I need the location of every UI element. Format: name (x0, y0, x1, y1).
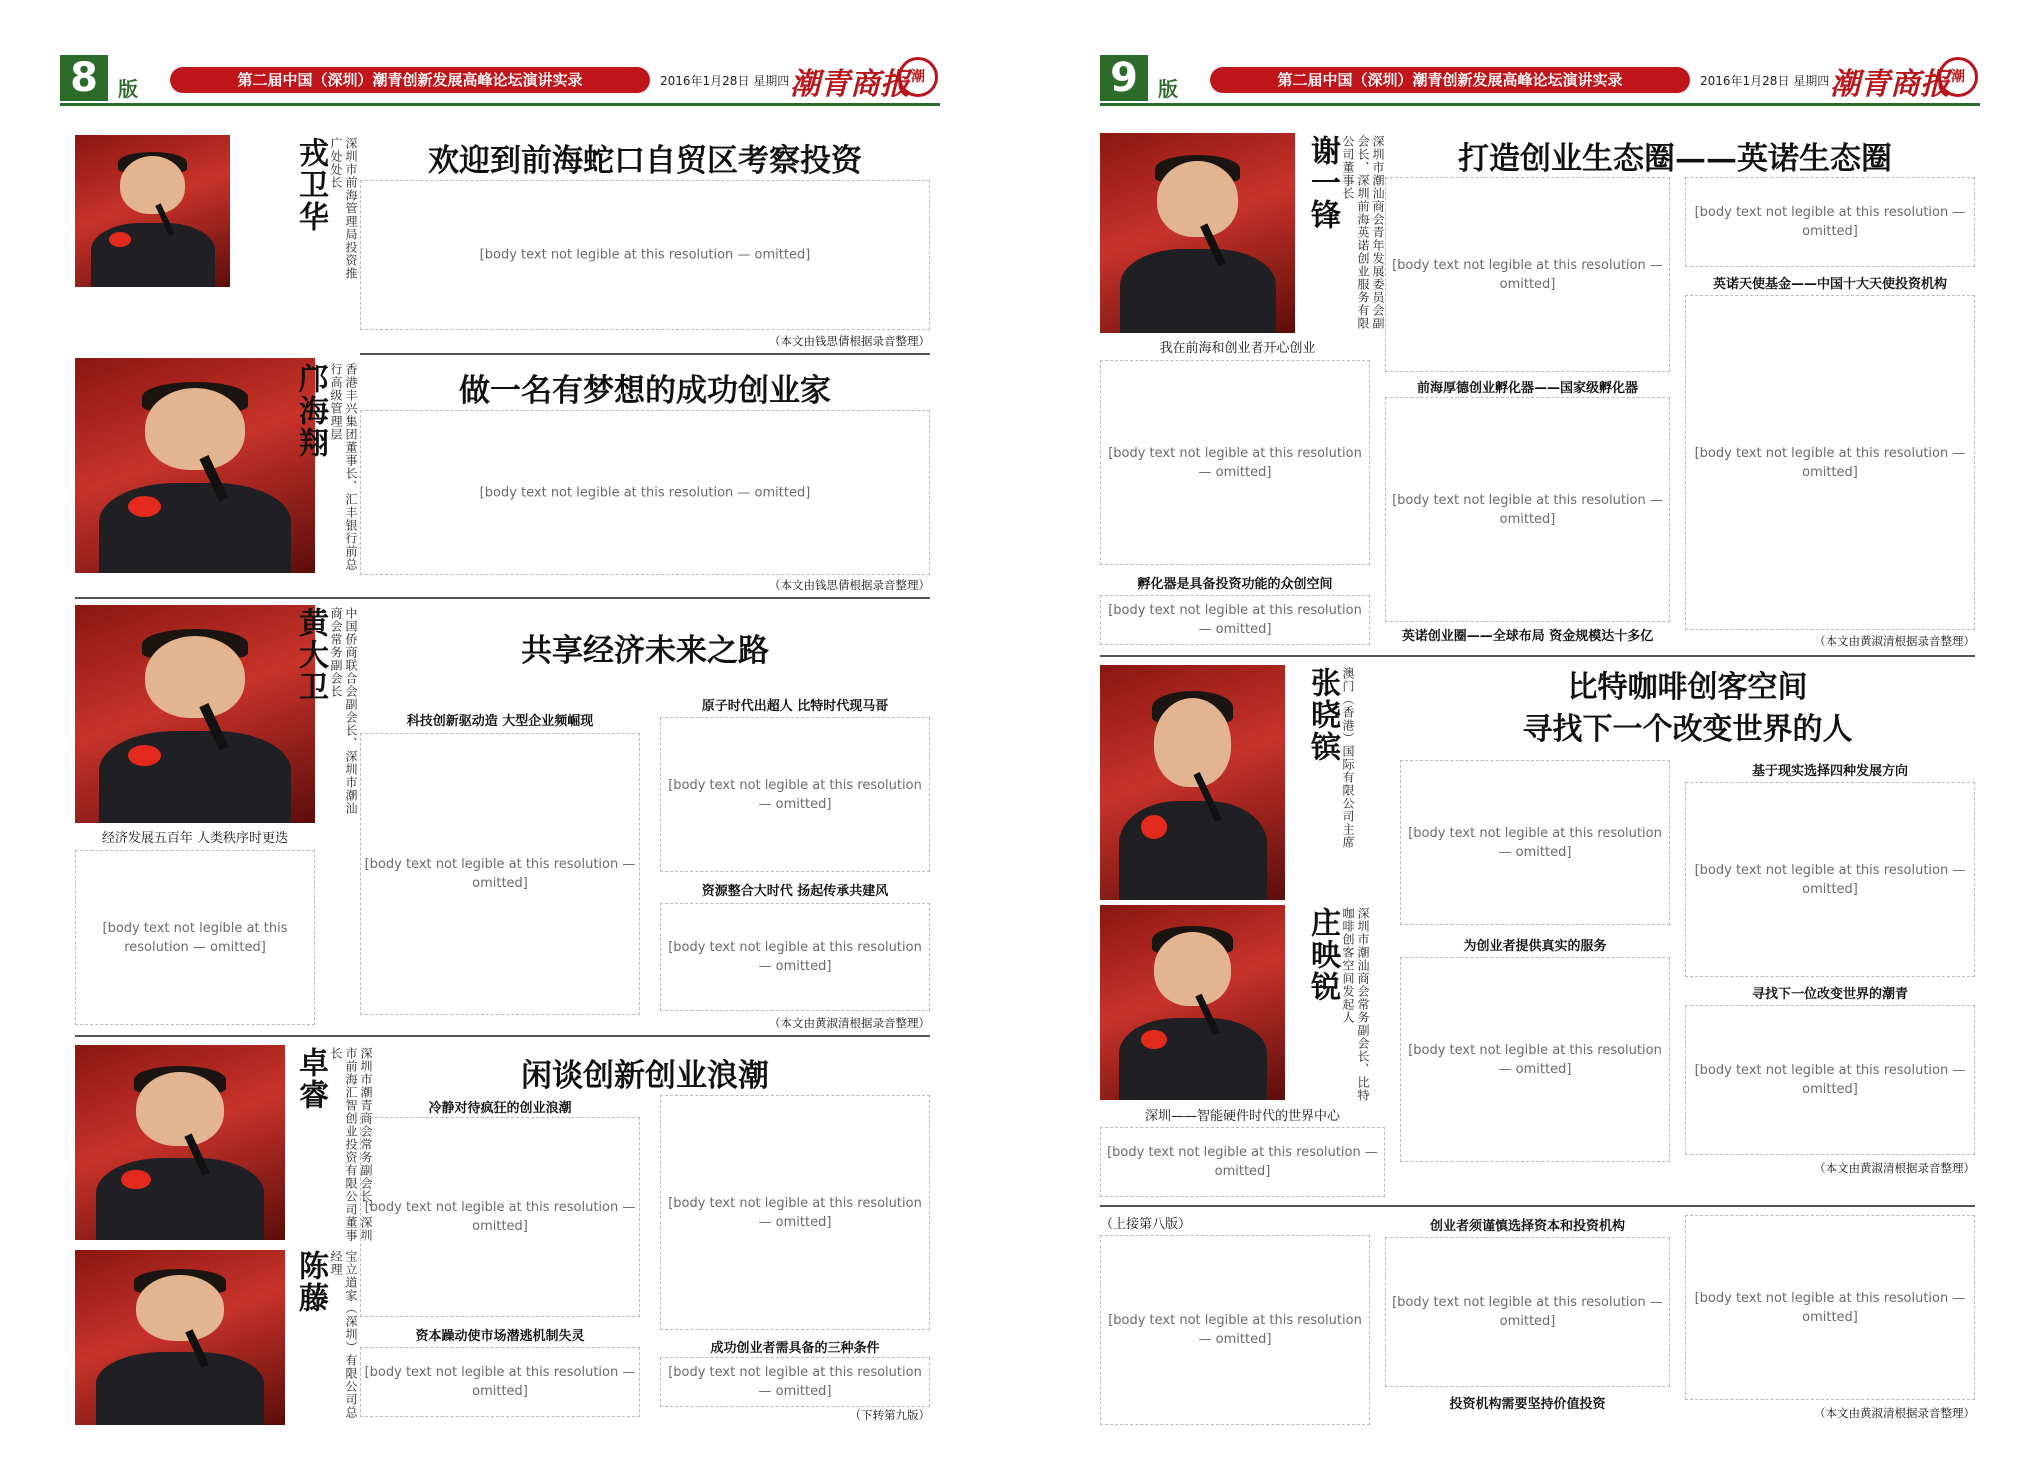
speaker-photo (1100, 905, 1285, 1100)
subheading: 基于现实选择四种发展方向 (1751, 764, 1908, 779)
article-body-col1: [body text not legible at this resolution — omitted] (1100, 360, 1370, 565)
article-body-col1: [body text not legible at this resolution — omitted] (1100, 1235, 1370, 1425)
photo-caption: 深圳——智能硬件时代的世界中心 (1144, 1109, 1340, 1124)
header-banner: 第二届中国（深圳）潮青创新发展高峰论坛演讲实录 (170, 67, 650, 93)
header-banner: 第二届中国（深圳）潮青创新发展高峰论坛演讲实录 (1210, 67, 1690, 93)
header-rule (1100, 103, 1980, 106)
subheading: 资源整合大时代 扬起传承共建风 (701, 884, 889, 899)
article-body: [body text not legible at this resolution — omitted] (1100, 1127, 1385, 1197)
article-body-col1: [body text not legible at this resolution — omitted] (1400, 760, 1670, 925)
speaker-role: 宝立道家（深圳）有限公司总经理 (329, 1250, 358, 1419)
speaker-name: 卓睿 (293, 1047, 328, 1111)
article-body-col2: [body text not legible at this resolution — omitted] (1385, 177, 1670, 372)
subheading: 冷静对待疯狂的创业浪潮 (428, 1101, 572, 1116)
article-body-col4: [body text not legible at this resolution — omitted] (660, 1357, 930, 1407)
subheading: 孵化器是具备投资功能的众创空间 (1137, 577, 1333, 592)
header-date: 2016年1月28日 星期四 (1700, 74, 1830, 88)
speaker-photo (75, 135, 230, 287)
seal-icon: 潮 (1938, 57, 1978, 97)
page-header (60, 55, 940, 105)
speaker-name: 邝海翔 (293, 363, 328, 459)
subheading: 成功创业者需具备的三种条件 (710, 1341, 880, 1356)
page-ban-label: 版 (118, 77, 138, 101)
article-title-line2: 寻找下一个改变世界的人 (1522, 712, 1853, 747)
article-body: [body text not legible at this resolution — omitted] (360, 180, 930, 330)
speaker-photo (1100, 665, 1285, 900)
speaker-name: 张晓镔 (1305, 667, 1340, 763)
speaker-photo (75, 1045, 285, 1240)
speaker-role: 深圳市潮汕商会常务副会长、比特咖啡创客空间发起人 (1341, 907, 1370, 1102)
continued-note: （下转第九版） (849, 1408, 930, 1422)
speaker-role: 深圳市潮青商会常务副会长、深圳市前海汇智创业投资有限公司董事长 (329, 1047, 373, 1242)
page-ban-label: 版 (1158, 77, 1178, 101)
article-body-col1b: [body text not legible at this resolution — omitted] (1100, 595, 1370, 645)
subheading: 前海厚德创业孵化器——国家级孵化器 (1416, 381, 1638, 396)
article-body-col3b: [body text not legible at this resolution — omitted] (1685, 295, 1975, 630)
photo-caption: 我在前海和创业者开心创业 (1159, 341, 1316, 356)
article-body-col1b: [body text not legible at this resolution — omitted] (1400, 957, 1670, 1162)
page-number: 9 (1100, 55, 1148, 101)
photo-caption: 经济发展五百年 人类秩序时更迭 (101, 831, 289, 846)
speaker-name: 黄大卫 (293, 607, 328, 703)
subheading: 投资机构需要坚持价值投资 (1449, 1397, 1606, 1412)
article-credit: （本文由黄淑清根据录音整理） (1814, 1406, 1975, 1420)
article-body-col4: [body text not legible at this resolution — omitted] (660, 903, 930, 1011)
newspaper-page-8 (60, 55, 940, 1425)
speaker-photo (75, 605, 315, 823)
seal-icon: 潮 (898, 57, 938, 97)
subheading: 为创业者提供真实的服务 (1463, 939, 1607, 954)
article-separator (75, 1035, 930, 1037)
subheading: 原子时代出超人 比特时代现马哥 (701, 699, 889, 714)
article-body-col2: [body text not legible at this resolution — omitted] (360, 733, 640, 1015)
article-body-col2: [body text not legible at this resolution — omitted] (360, 1347, 640, 1417)
article-body-col1: [body text not legible at this resolution — omitted] (360, 1117, 640, 1317)
article-separator (1100, 1205, 1975, 1207)
continued-from-note: （上接第八版） (1100, 1217, 1192, 1232)
article-title: 欢迎到前海蛇口自贸区考察投资 (428, 143, 862, 179)
subheading: 科技创新驱动造 大型企业频崛现 (406, 714, 594, 729)
article-body: [body text not legible at this resolution — omitted] (360, 410, 930, 575)
newspaper-logo: 潮青商报 (1830, 67, 1950, 102)
article-body-col3: [body text not legible at this resolution — omitted] (1685, 177, 1975, 267)
article-body-col2b: [body text not legible at this resolution — omitted] (1685, 1005, 1975, 1155)
header-date: 2016年1月28日 星期四 (660, 74, 790, 88)
article-body-col2b: [body text not legible at this resolution — omitted] (1385, 397, 1670, 622)
speaker-name: 庄映锐 (1305, 907, 1340, 1003)
article-body-col3: [body text not legible at this resolution — omitted] (660, 717, 930, 872)
speaker-name: 陈藤 (293, 1250, 328, 1314)
page-number: 8 (60, 55, 108, 101)
article-body-col2: [body text not legible at this resolution — omitted] (1385, 1237, 1670, 1387)
article-body-col2: [body text not legible at this resolution — omitted] (1685, 782, 1975, 977)
header-rule (60, 103, 940, 106)
article-separator (75, 597, 930, 599)
speaker-role: 中国侨商联合会副会长、深圳市潮汕商会常务副会长 (329, 607, 358, 815)
speaker-name: 戎卫华 (293, 137, 328, 233)
article-body-col1: [body text not legible at this resolution — omitted] (75, 850, 315, 1025)
page-header (1100, 55, 1980, 105)
subheading: 英诺创业圈——全球布局 资金规模达十多亿 (1401, 629, 1654, 644)
speaker-photo (75, 358, 315, 573)
subheading: 寻找下一位改变世界的潮青 (1751, 987, 1908, 1002)
newspaper-page-9 (1100, 55, 1980, 1425)
article-title: 打造创业生态圈——英诺生态圈 (1458, 141, 1892, 177)
article-credit: （本文由黄淑清根据录音整理） (1814, 634, 1975, 648)
article-separator (1100, 655, 1975, 657)
subheading: 创业者须谨慎选择资本和投资机构 (1429, 1219, 1625, 1234)
speaker-role: 澳门（香港）国际有限公司主席 (1341, 667, 1355, 849)
speaker-photo (75, 1250, 285, 1425)
article-title: 闲谈创新创业浪潮 (521, 1058, 769, 1094)
article-title-line1: 比特咖啡创客空间 (1567, 670, 1808, 705)
subheading: 资本躁动使市场潜逃机制失灵 (415, 1329, 585, 1344)
article-credit: （本文由黄淑清根据录音整理） (1814, 1161, 1975, 1175)
subheading: 英诺天使基金——中国十大天使投资机构 (1712, 277, 1947, 292)
speaker-role: 香港丰兴集团董事长、汇丰银行前总行高级管理层 (329, 363, 358, 571)
article-title: 共享经济未来之路 (521, 633, 769, 669)
speaker-role: 深圳市前海管理局投资推广处处长 (329, 137, 358, 280)
article-credit: （本文由钱思倩根据录音整理） (769, 578, 930, 592)
article-credit: （本文由黄淑清根据录音整理） (769, 1016, 930, 1030)
speaker-name: 谢一锋 (1305, 135, 1340, 231)
article-separator (360, 353, 930, 355)
speaker-photo (1100, 133, 1295, 333)
speaker-role: 深圳市潮汕商会青年发展委员会副会长、深圳前海英诺创业服务有限公司董事长 (1341, 135, 1385, 330)
article-body-col3: [body text not legible at this resolution — omitted] (660, 1095, 930, 1330)
article-credit: （本文由钱思倩根据录音整理） (769, 334, 930, 348)
article-title: 做一名有梦想的成功创业家 (459, 373, 831, 409)
newspaper-logo: 潮青商报 (790, 67, 910, 102)
article-title (1400, 667, 1975, 751)
article-body-col3: [body text not legible at this resolution — omitted] (1685, 1215, 1975, 1400)
